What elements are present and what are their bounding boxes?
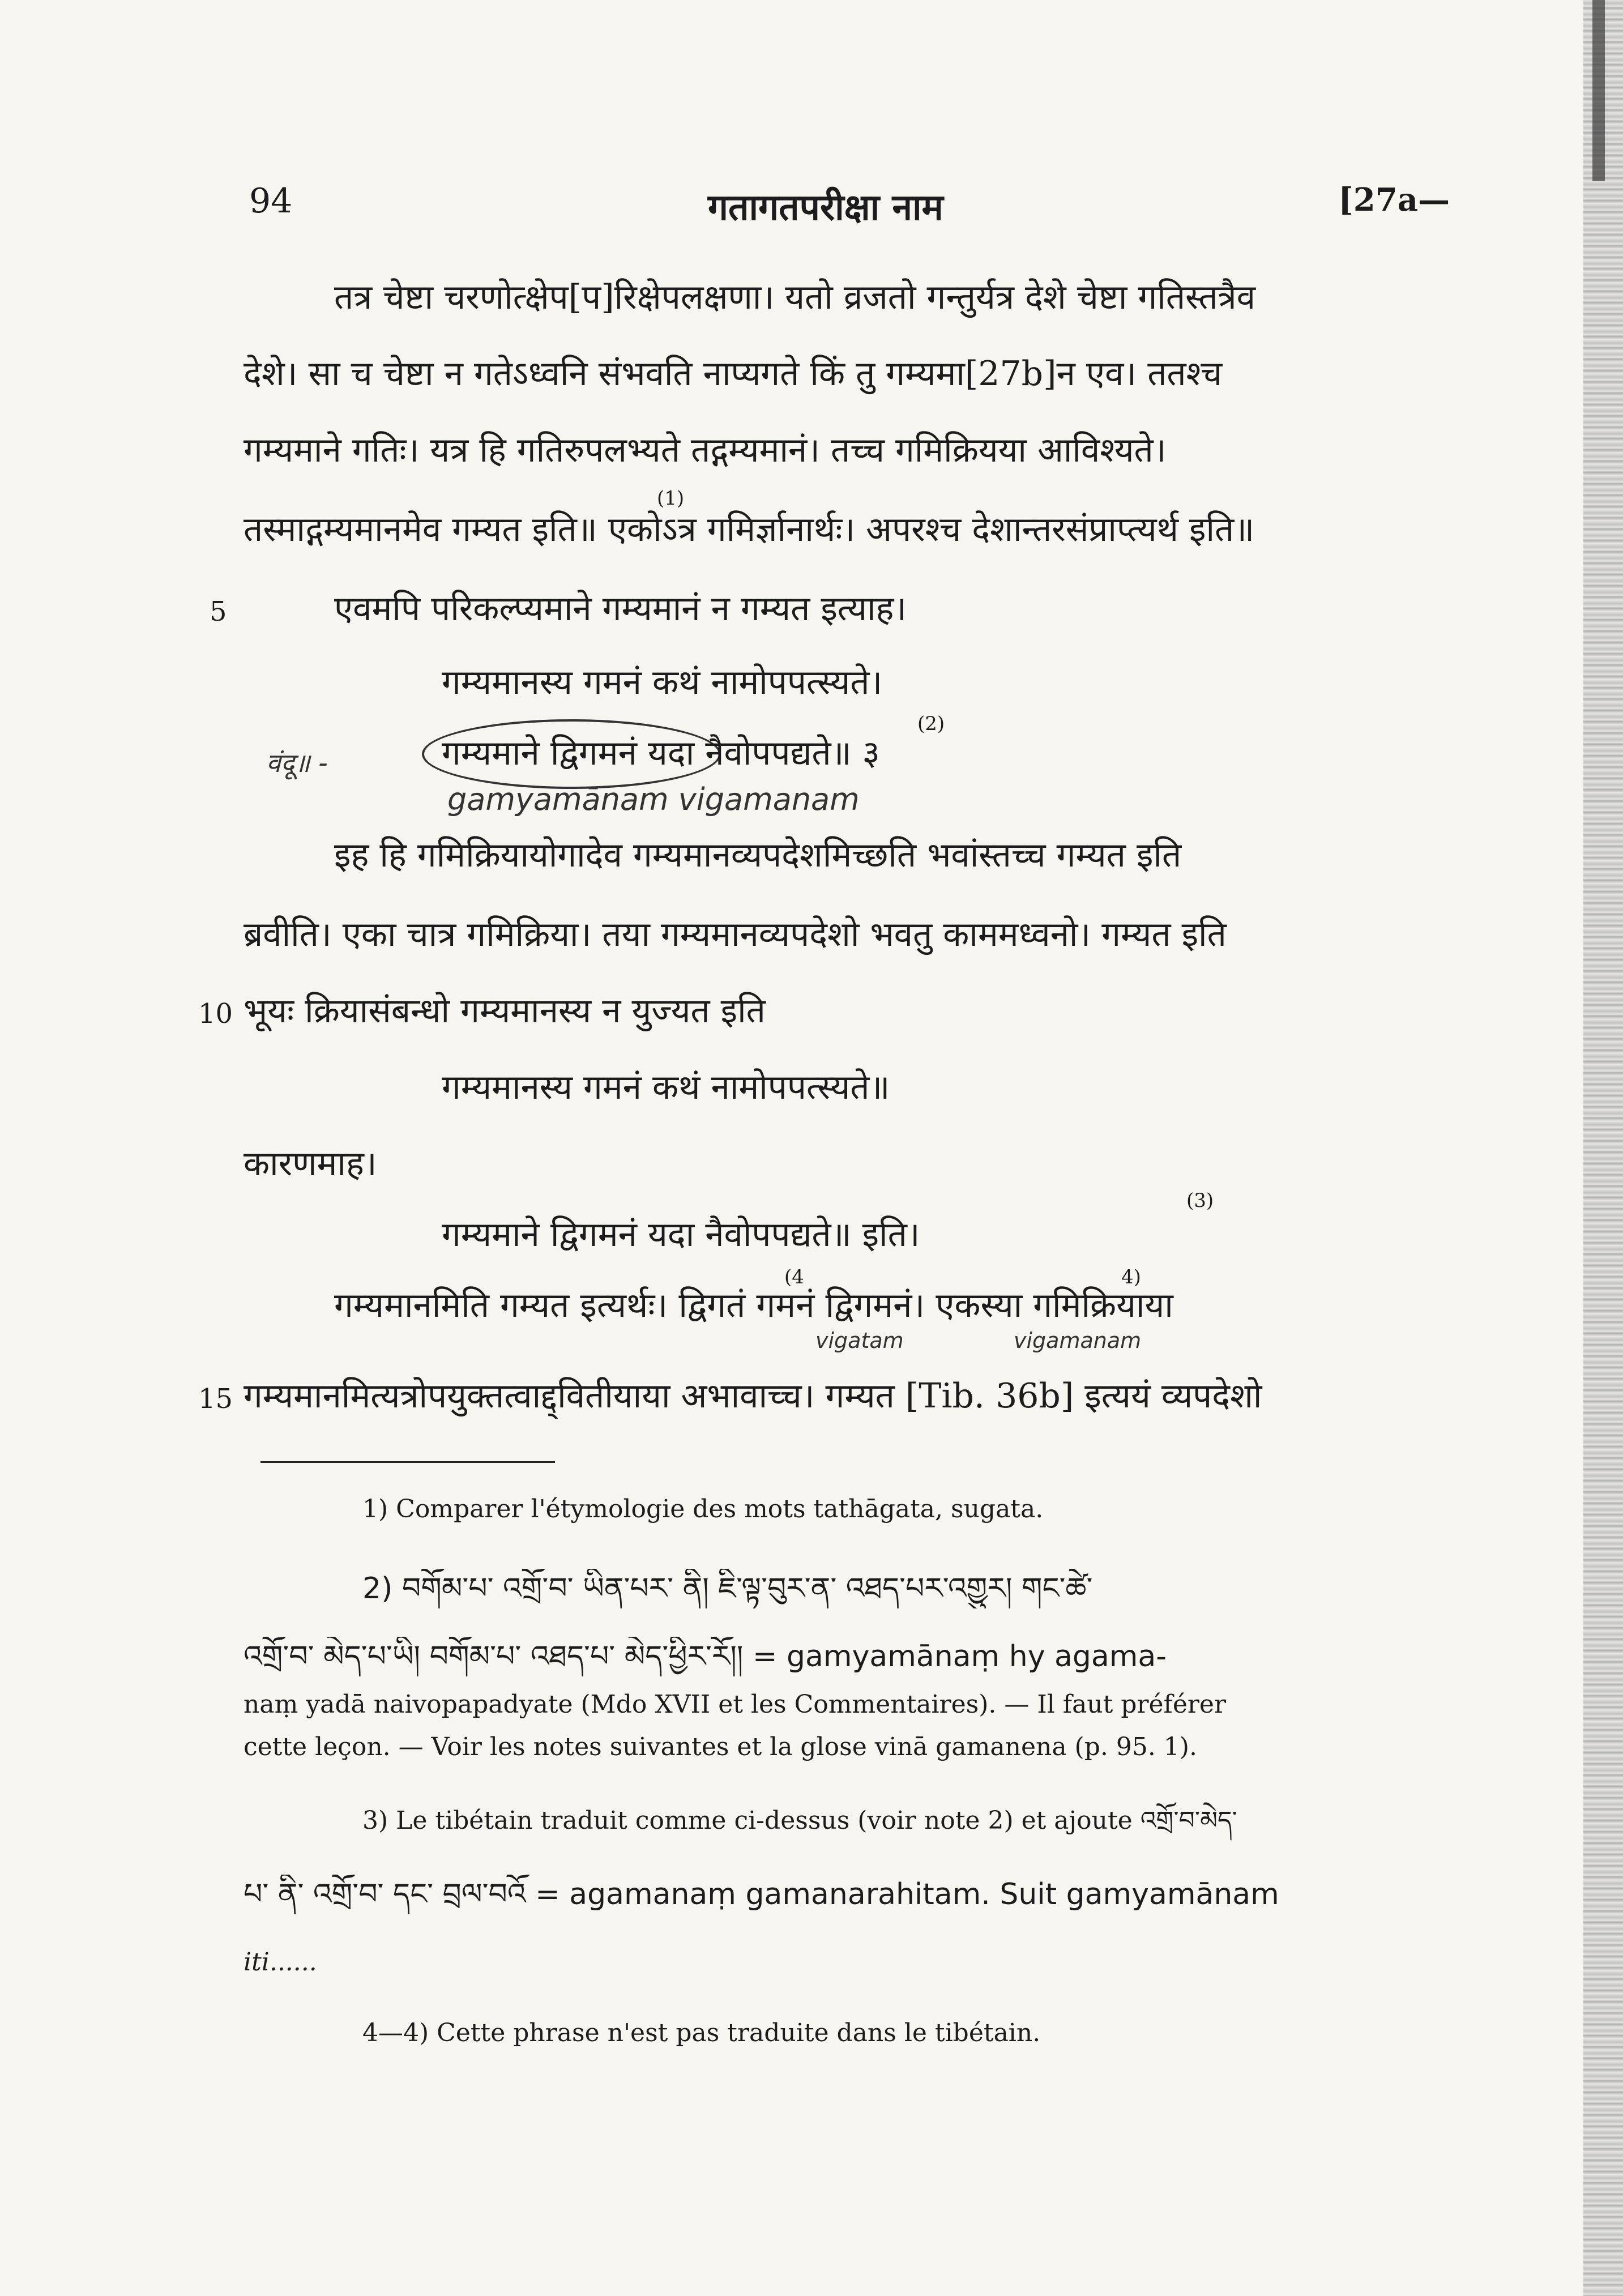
text-line-5: एवमपि परिकल्प्यमाने गम्यमानं न गम्यत इत्याह। bbox=[334, 589, 907, 629]
handwritten-transliteration: gamyamānam vigamanam bbox=[447, 782, 860, 817]
margin-handwritten-note: वंदू॥ - bbox=[266, 748, 328, 778]
footnote-3-line-1: 3) Le tibétain traduit comme ci-dessus (voir note 2) et ajoute འགྲོ་བ་མེད་ bbox=[362, 1806, 1237, 1835]
page-number: 94 bbox=[249, 181, 293, 221]
superscript-note-1: (1) bbox=[657, 487, 685, 510]
line-number-15: 15 bbox=[198, 1383, 233, 1415]
text-line-9: ब्रवीति। एका चात्र गमिक्रिया। तया गम्यमानव्यपदेशो भवतु काममध्वनो। गम्यत इति bbox=[244, 915, 1227, 954]
verse-line-2: गम्यमाने द्विगमनं यदा नैवोपपद्यते॥ ३ bbox=[442, 733, 880, 773]
scan-edge bbox=[1583, 0, 1623, 2296]
superscript-note-4-close: 4) bbox=[1121, 1266, 1141, 1288]
verse-line-4: गम्यमाने द्विगमनं यदा नैवोपपद्यते॥ इति। bbox=[442, 1215, 920, 1254]
superscript-note-2: (2) bbox=[917, 712, 945, 735]
handwritten-note-vigatam: vigatam bbox=[815, 1328, 904, 1353]
text-line-12: कारणमाह। bbox=[244, 1144, 377, 1184]
folio-reference: [27a— bbox=[1338, 181, 1450, 219]
text-line-1: तत्र चेष्टा चरणोत्क्षेप[प]रिक्षेपलक्षणा। यतो व्रजतो गन्तुर्यत्र देशे चेष्टा गतिस्तत्रैव bbox=[334, 278, 1256, 317]
text-line-15: गम्यमानमित्यत्रोपयुक्तत्वाद्द्वितीयाया अभावाच्च। गम्यत [Tib. 36b] इत्ययं व्यपदेशो bbox=[244, 1376, 1262, 1416]
line-number-10: 10 bbox=[198, 998, 233, 1030]
superscript-note-4-open: (4 bbox=[784, 1266, 804, 1288]
verse-line-3: गम्यमानस्य गमनं कथं नामोपपत्स्यते॥ bbox=[442, 1068, 890, 1107]
handwritten-note-vigamanam: vigamanam bbox=[1014, 1328, 1142, 1353]
footnote-2-line-4: cette leçon. — Voir les notes suivantes et la glose vinā gamanena (p. 95. 1). bbox=[244, 1732, 1197, 1761]
verse-line-1: गम्यमानस्य गमनं कथं नामोपपत्स्यते। bbox=[442, 663, 883, 702]
footnote-4: 4—4) Cette phrase n'est pas traduite dans le tibétain. bbox=[362, 2018, 1041, 2047]
footnote-2-line-2: འགྲོ་བ་ མེད་པ་ཡི། བགོམ་པ་ འཐད་པ་ མེད་ཕྱིར་རོ།། = gamyamānaṃ hy agama- bbox=[244, 1640, 1167, 1674]
scan-edge-dark bbox=[1592, 0, 1605, 181]
text-line-3: गम्यमाने गतिः। यत्र हि गतिरुपलभ्यते तद्गम्यमानं। तच्च गमिक्रियया आविश्यते। bbox=[244, 430, 1167, 470]
page-header bbox=[249, 181, 1450, 232]
footnote-2-line-1: 2) བགོམ་པ་ འགྲོ་བ་ ཡིན་པར་ ནི། ཇི་ལྟ་བུར་ན་ འཐད་པར་འགྱུར། གང་ཚེ་ bbox=[362, 1572, 1093, 1606]
footnote-1: 1) Comparer l'étymologie des mots tathāgata, sugata. bbox=[362, 1495, 1044, 1523]
text-line-14: गम्यमानमिति गम्यत इत्यर्थः। द्विगतं गमनं द्विगमनं। एकस्या गमिक्रियाया bbox=[334, 1286, 1173, 1325]
footnote-2-line-3: naṃ yadā naivopapadyate (Mdo XVII et les Commentaires). — Il faut préférer bbox=[244, 1690, 1226, 1719]
superscript-note-3: (3) bbox=[1186, 1189, 1214, 1212]
text-line-10: भूयः क्रियासंबन्धो गम्यमानस्य न युज्यत इति bbox=[244, 991, 766, 1031]
footnote-separator bbox=[260, 1461, 555, 1463]
line-number-5: 5 bbox=[210, 596, 227, 628]
text-line-8: इह हि गमिक्रियायोगादेव गम्यमानव्यपदेशमिच्छति भवांस्तच्च गम्यत इति bbox=[334, 835, 1182, 875]
text-line-2: देशे। सा च चेष्टा न गतेऽध्वनि संभवति नाप्यगते किं तु गम्यमा[27b]न एव। ततश्च bbox=[244, 354, 1223, 394]
running-title: गतागतपरीक्षा नाम bbox=[708, 186, 943, 229]
footnote-3-line-2: པ་ ནི་ འགྲོ་བ་ དང་ བྲལ་བའོ = agamanaṃ gamanarahitam. Suit gamyamānam bbox=[244, 1877, 1279, 1911]
footnote-3-line-3: iti...... bbox=[244, 1948, 317, 1977]
text-line-4: तस्माद्गम्यमानमेव गम्यत इति॥ एकोऽत्र गमिर्ज्ञानार्थः। अपरश्च देशान्तरसंप्राप्त्यर्थ इति॥ bbox=[244, 510, 1255, 549]
